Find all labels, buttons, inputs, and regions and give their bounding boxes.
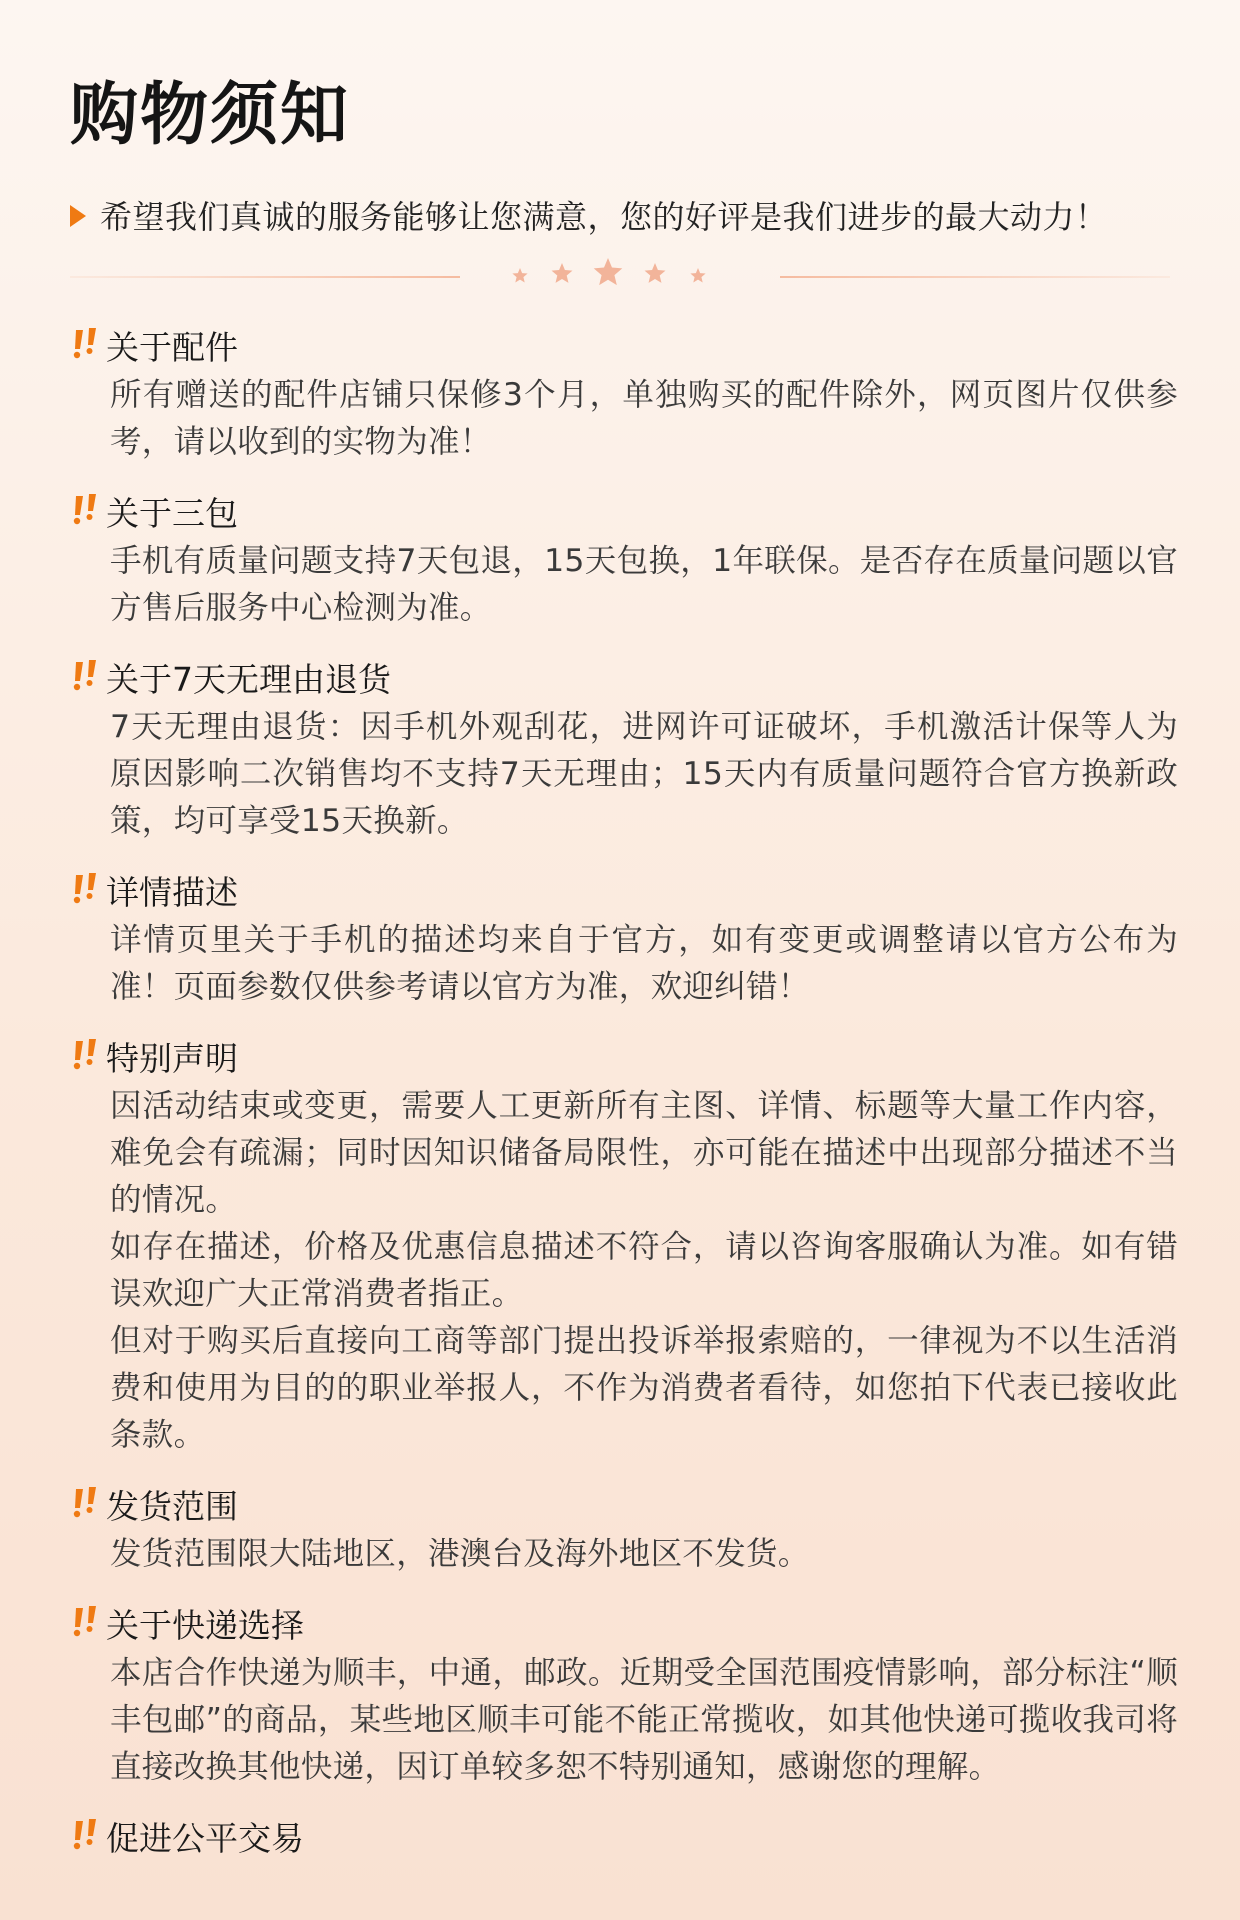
star-icon: [690, 268, 705, 282]
section-paragraph: 因活动结束或变更，需要人工更新所有主图、详情、标题等大量工作内容，难免会有疏漏；同时因知识储备局限性，亦可能在描述中出现部分描述不当的情况。: [110, 1088, 1178, 1218]
exclamation-icon: [70, 1036, 106, 1076]
section-header: [70, 654, 1180, 700]
section-body: [110, 1531, 1178, 1578]
subtitle: 希望我们真诚的服务能够让您满意，您的好评是我们进步的最大动力！: [100, 198, 1108, 236]
star-divider: [70, 246, 1170, 306]
section-paragraph: 发货范围限大陆地区，港澳台及海外地区不发货。: [110, 1536, 810, 1572]
section-body: [110, 1083, 1178, 1459]
exclamation-icon: [70, 870, 106, 910]
section-body: [110, 1650, 1178, 1791]
exclamation-icon: [70, 325, 106, 365]
section-header: [70, 1600, 1180, 1646]
divider-line-right: [780, 276, 1170, 278]
exclamation-icon: [70, 1603, 106, 1643]
section-paragraph: 手机有质量问题支持7天包退，15天包换，1年联保。是否存在质量问题以官方售后服务中心检测为准。: [110, 543, 1178, 626]
section-paragraph: 详情页里关于手机的描述均来自于官方，如有变更或调整请以官方公布为准！页面参数仅供参考请以官方为准，欢迎纠错！: [110, 922, 1178, 1005]
section-title: 关于配件: [106, 327, 238, 367]
section-title: 特别声明: [106, 1038, 238, 1078]
section-title: 促进公平交易: [106, 1818, 304, 1858]
exclamation-icon: [70, 491, 106, 531]
arrow-right-icon: [70, 205, 86, 227]
section-body: [110, 917, 1178, 1011]
notice-section: [70, 322, 1180, 466]
notice-sections: [70, 322, 1180, 1881]
notice-section: [70, 1600, 1180, 1791]
exclamation-icon: [70, 657, 106, 697]
notice-section: [70, 1481, 1180, 1578]
section-title: 关于7天无理由退货: [106, 659, 391, 699]
star-icon: [645, 263, 666, 283]
star-icon: [594, 258, 623, 285]
section-header: [70, 1033, 1180, 1079]
section-title: 详情描述: [106, 872, 238, 912]
stars-icon: [500, 246, 740, 306]
section-header: [70, 867, 1180, 913]
section-header: [70, 1481, 1180, 1527]
notice-section: [70, 1813, 1180, 1859]
section-paragraph: 但对于购买后直接向工商等部门提出投诉举报索赔的，一律视为不以生活消费和使用为目的的职业举报人，不作为消费者看待，如您拍下代表已接收此条款。: [110, 1323, 1178, 1453]
section-header: [70, 488, 1180, 534]
section-body: [110, 538, 1178, 632]
section-body: [110, 704, 1178, 845]
section-paragraph: 7天无理由退货：因手机外观刮花，进网许可证破坏，手机激活计保等人为原因影响二次销售均不支持7天无理由；15天内有质量问题符合官方换新政策，均可享受15天换新。: [110, 709, 1178, 839]
exclamation-icon: [70, 1816, 106, 1856]
section-header: [70, 1813, 1180, 1859]
divider-line-left: [70, 276, 460, 278]
section-title: 关于快递选择: [106, 1605, 304, 1645]
section-title: 关于三包: [106, 493, 238, 533]
section-body: [110, 372, 1178, 466]
star-icon: [512, 268, 527, 282]
notice-section: [70, 488, 1180, 632]
subtitle-row: [70, 192, 1180, 238]
notice-section: [70, 867, 1180, 1011]
star-icon: [552, 263, 573, 283]
section-paragraph: 如存在描述，价格及优惠信息描述不符合，请以咨询客服确认为准。如有错误欢迎广大正常消费者指正。: [110, 1229, 1178, 1312]
section-paragraph: 本店合作快递为顺丰，中通，邮政。近期受全国范围疫情影响，部分标注“顺丰包邮”的商品，某些地区顺丰可能不能正常揽收，如其他快递可揽收我司将直接改换其他快递，因订单较多恕不特别通知，感谢您的理解。: [110, 1655, 1178, 1785]
notice-section: [70, 654, 1180, 845]
section-title: 发货范围: [106, 1486, 238, 1526]
section-paragraph: 所有赠送的配件店铺只保修3个月，单独购买的配件除外，网页图片仅供参考，请以收到的实物为准！: [110, 377, 1178, 460]
page-title: 购物须知: [70, 76, 351, 155]
notice-section: [70, 1033, 1180, 1459]
exclamation-icon: [70, 1484, 106, 1524]
section-header: [70, 322, 1180, 368]
